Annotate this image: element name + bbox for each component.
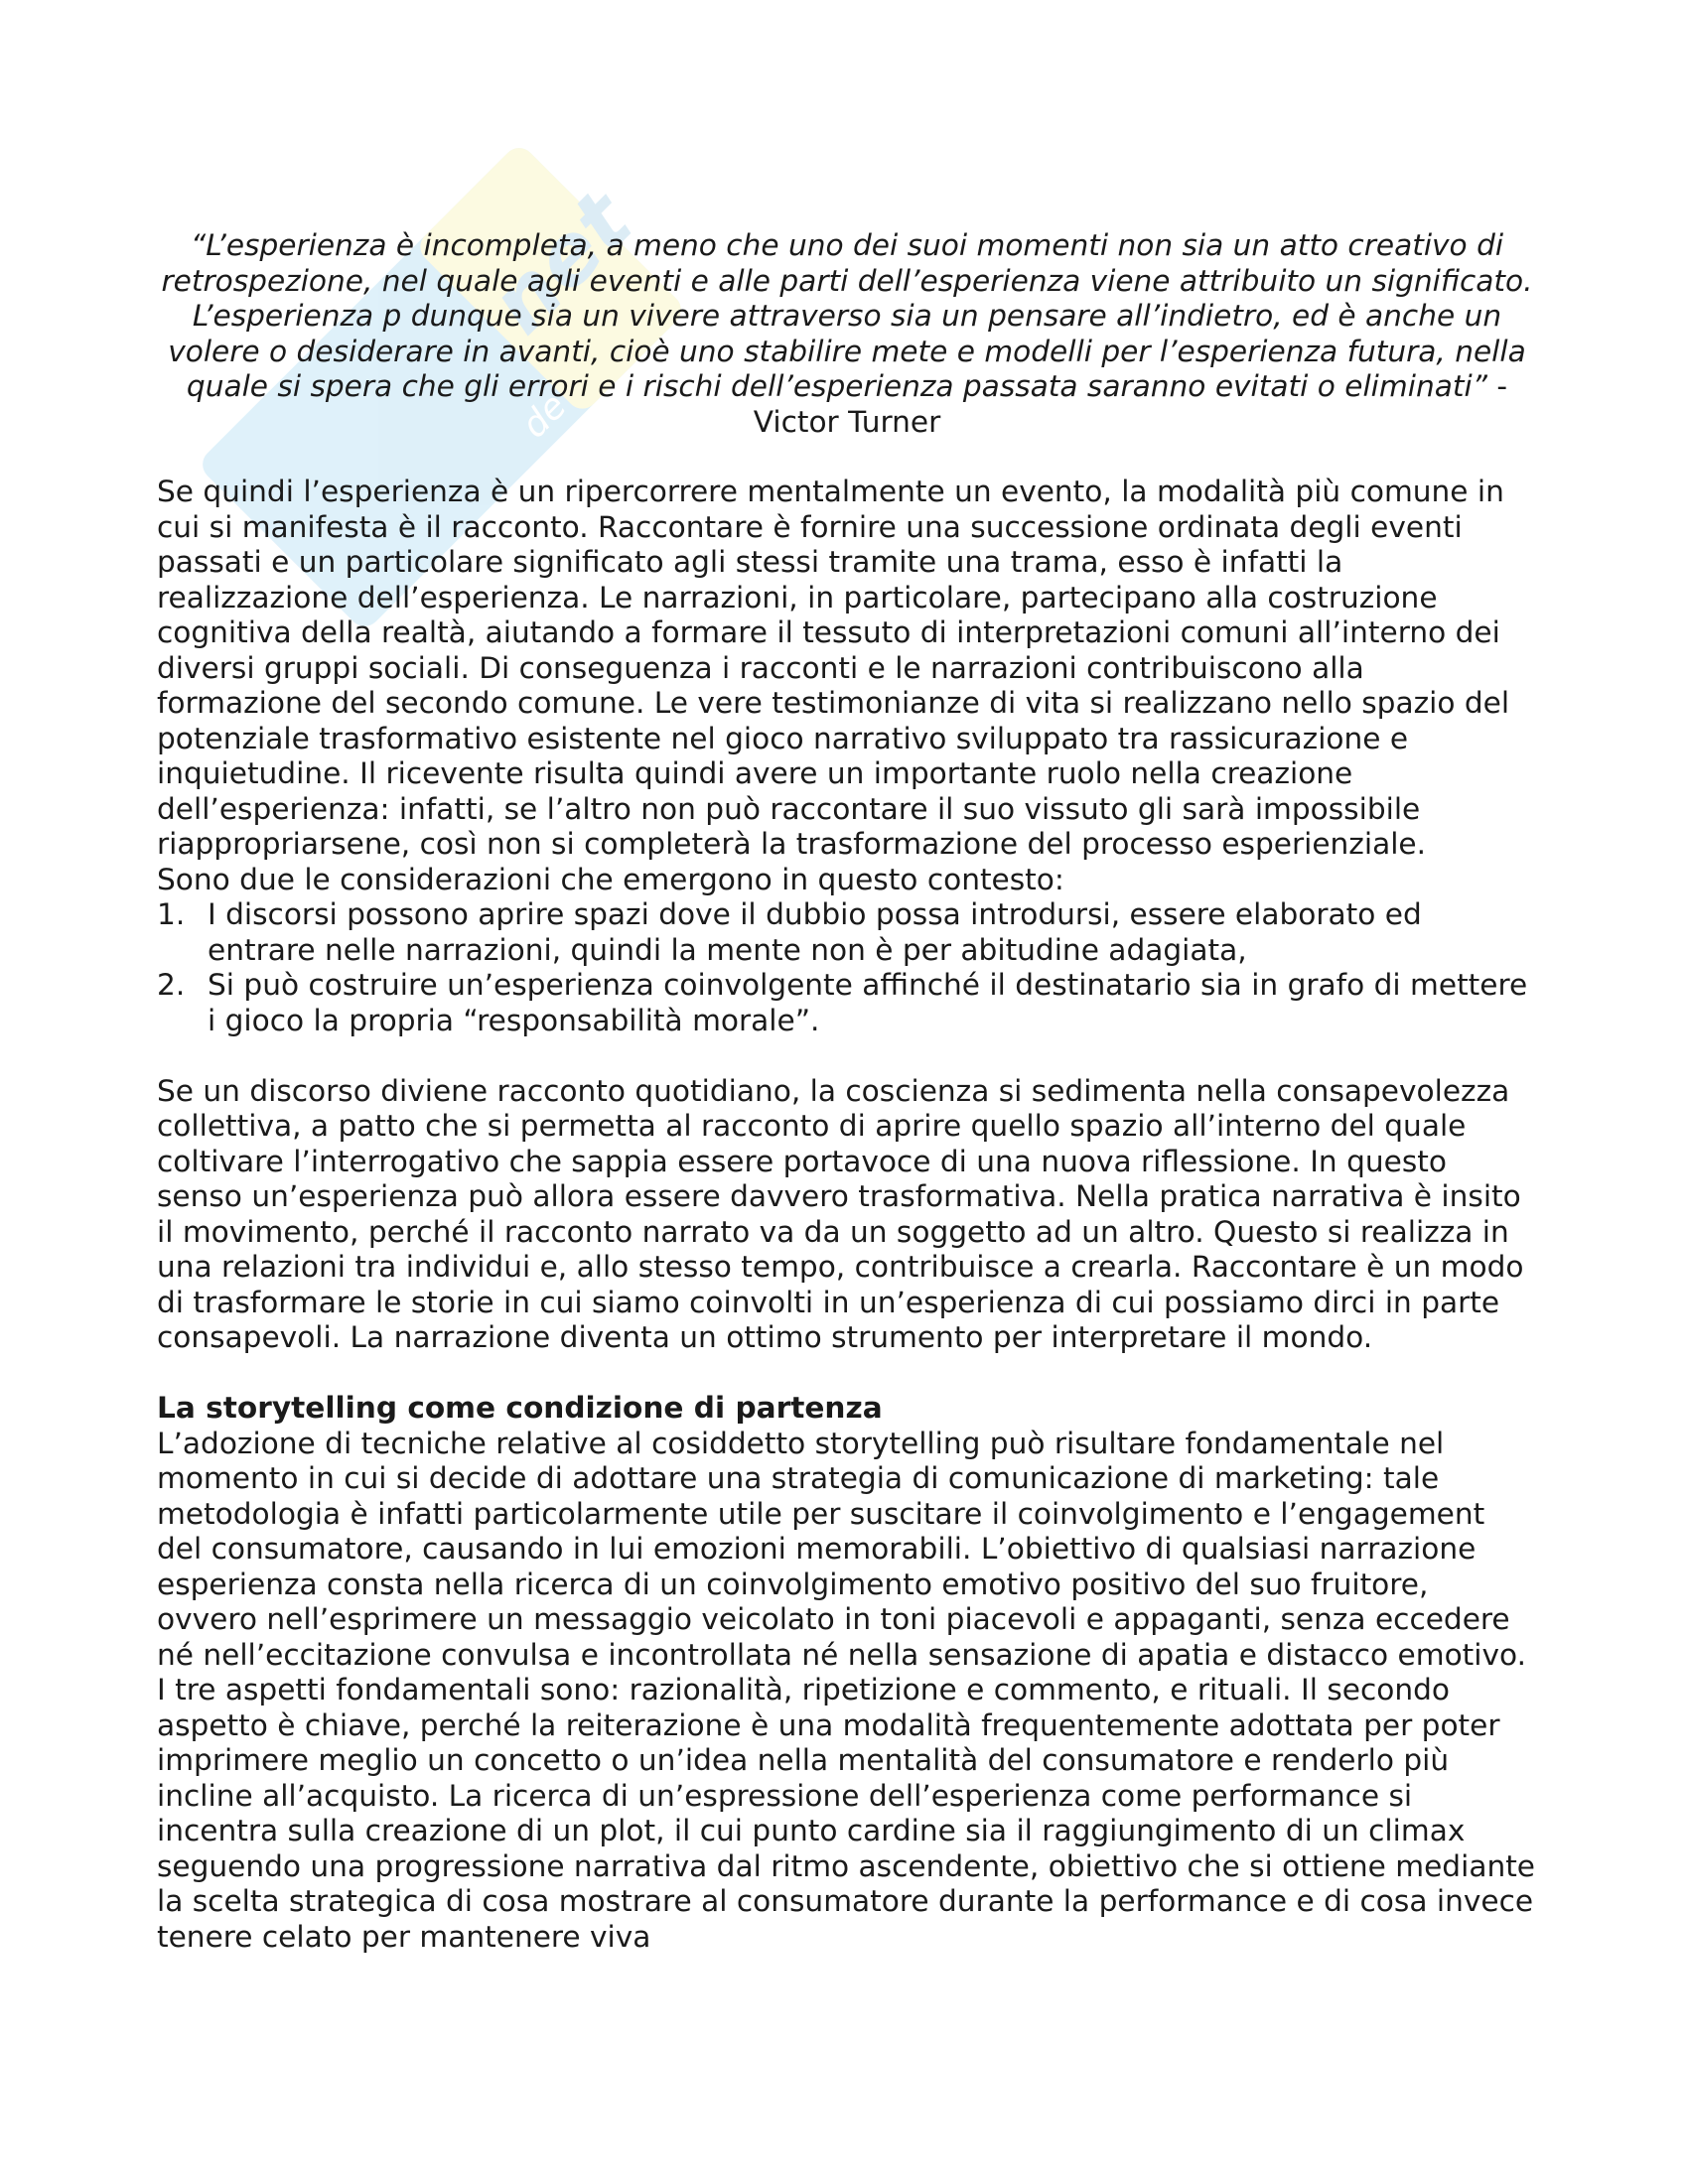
epigraph-quote xyxy=(157,228,1537,440)
document-page xyxy=(157,228,1537,1955)
quote-open-mark: “ xyxy=(190,228,207,262)
paragraph-3: L’adozione di tecniche relative al cosiddetto storytelling può risultare fondamentale nel momento in cui si decide di adottare una strategia di comunicazione di marketing: tale metodologia è infatti particolarmente utile per suscitare il coinvolgimento e l’engagement del consumatore, causando in lui emozioni memorabili. L’obiettivo di qualsiasi narrazione esperienza consta nella ricerca di un coinvolgimento emotivo positivo del suo fruitore, ovvero nell’esprimere un messaggio veicolato in toni piacevoli e appaganti, senza eccedere né nell’eccitazione convulsa e incontrollata né nella sensazione di apatia e distacco emotivo. I tre aspetti fondamentali sono: razionalità, ripetizione e commento, e rituali. Il secondo aspetto è chiave, perché la reiterazione è una modalità frequentemente adottata per poter imprimere meglio un concetto o un’idea nella mentalità del consumatore e renderlo più incline all’acquisto. La ricerca di un’espressione dell’esperienza come performance si incentra sulla creazione di un plot, il cui punto cardine sia il raggiungimento di un climax seguendo una progressione narrativa dal ritmo ascendente, obiettivo che si ottiene mediante la scelta strategica di cosa mostrare al consumatore durante la performance e di cosa invece tenere celato per mantenere viva xyxy=(157,1426,1536,1954)
paragraph-1: Se quindi l’esperienza è un ripercorrere mentalmente un evento, la modalità più comune in cui si manifesta è il racconto. Raccontare è fornire una successione ordinata degli eventi passati e un particolare significato agli stessi tramite una trama, esso è infatti la realizzazione dell’esperienza. Le narrazioni, in particolare, partecipano alla costruzione cognitiva della realtà, aiutando a formare il tessuto di interpretazioni comuni all’interno dei diversi gruppi sociali. Di conseguenza i racconti e le narrazioni contribuiscono alla formazione del secondo comune. Le vere testimonianze di vita si realizzano nello spazio del potenziale trasformativo esistente nel gioco narrativo sviluppato tra rassicurazione e inquietudine. Il ricevente risulta quindi avere un importante ruolo nella creazione dell’esperienza: infatti, se l’altro non può raccontare il suo vissuto gli sarà impossibile riappropriarsene, così non si completerà la trasformazione del processo esperienziale. xyxy=(157,475,1510,861)
considerations-list xyxy=(157,897,1537,1038)
list-intro: Sono due le considerazioni che emergono in questo contesto: xyxy=(157,862,1064,896)
quote-text: L’esperienza è incompleta, a meno che uno dei suoi momenti non sia un atto creativo di retrospezione, nel quale agli eventi e alle parti dell’esperienza viene attribuito un significato. L’esperienza p dunque sia un vivere attraverso sia un pensare all’indietro, ed è anche un volere o desiderare in avanti, cioè uno stabilire mete e modelli per l’esperienza futura, nella quale si spera che gli errori e i rischi dell’esperienza passata saranno evitati o eliminati” xyxy=(161,228,1533,403)
list-item-number: 2. xyxy=(157,968,186,1002)
list-item xyxy=(157,968,1537,1038)
quote-attribution: - Victor Turner xyxy=(753,369,1508,439)
watermark-text: net xyxy=(471,173,650,352)
watermark-tagline: de xyxy=(513,385,575,447)
paragraph-2: Se un discorso diviene racconto quotidiano, la coscienza si sedimenta nella consapevolezza collettiva, a patto che si permetta al racconto di aprire quello spazio all’interno del quale coltivare l’interrogativo che sappia essere portavoce di una nuova riflessione. In questo senso un’esperienza può allora essere davvero trasformativa. Nella pratica narrativa è insito il movimento, perché il racconto narrato va da un soggetto ad un altro. Questo si realizza in una relazioni tra individui e, allo stesso tempo, contribuisce a crearla. Raccontare è un modo di trasformare le storie in cui siamo coinvolti in un’esperienza di cui possiamo dirci in parte consapevoli. La narrazione diventa un ottimo strumento per interpretare il mondo. xyxy=(157,1073,1524,1354)
section-heading: La storytelling come condizione di partenza xyxy=(157,1391,883,1425)
list-item-text: Si può costruire un’esperienza coinvolgente affinché il destinatario sia in grafo di mettere i gioco la propria “responsabilità morale”. xyxy=(208,968,1528,1037)
list-item-number: 1. xyxy=(157,897,186,931)
list-item-text: I discorsi possono aprire spazi dove il dubbio possa introdursi, essere elaborato ed entrare nelle narrazioni, quindi la mente non è per abitudine adagiata, xyxy=(208,897,1422,967)
list-item xyxy=(157,897,1537,968)
